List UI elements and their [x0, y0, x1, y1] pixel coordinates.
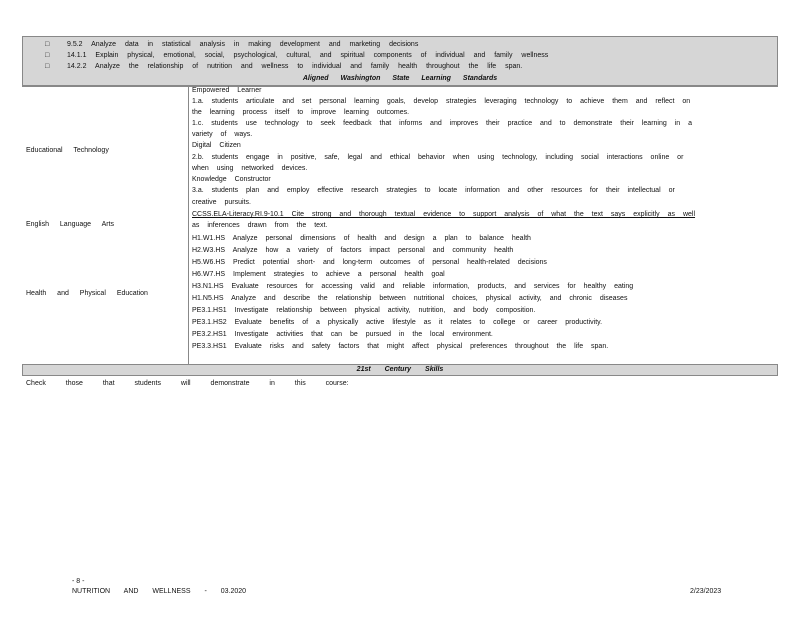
alignment-line: H6.W7.HS Implement strategies to achieve a personal health goal [192, 271, 445, 278]
alignment-line: CCSS.ELA-Literacy.RI.9-10.1 Cite strong and thorough textual evidence to support analysis of what the text says explicitly as well [192, 211, 696, 218]
alignment-line: Empowered Learner [192, 87, 262, 94]
aligned-standards-title: Aligned Washington State Learning Standards [302, 75, 498, 82]
alignment-line: PE3.1.HS2 Evaluate benefits of a physically active lifestyle as it relates to college or career productivity. [192, 319, 603, 326]
standards-section [22, 36, 778, 86]
alignment-line: PE3.1.HS1 Investigate relationship between physical activity, nutrition, and body composition. [192, 307, 536, 314]
alignment-line: H5.W6.HS Predict potential short- and long-term outcomes of personal health-related decisions [192, 259, 547, 266]
alignment-line: as inferences drawn from the text. [192, 222, 328, 229]
alignment-line: 2.b. students engage in positive, safe, legal and ethical behavior when using technology, including social interactions online or [192, 154, 684, 161]
alignment-line: creative pursuits. [192, 199, 251, 206]
alignment-line: H3.N1.HS Evaluate resources for accessing valid and reliable information, products, and services for healthy eating [192, 283, 634, 290]
alignment-line: H2.W3.HS Analyze how a variety of factors impact personal and community health [192, 247, 514, 254]
alignment-line: 1.c. students use technology to seek feedback that informs and improves their practice and to demonstrate their learning in a [192, 120, 692, 127]
alignment-line: 3.a. students plan and employ effective research strategies to locate information and other resources for their intellectual or [192, 187, 675, 194]
alignment-line: the learning process itself to improve learning outcomes. [192, 109, 410, 116]
alignment-line: when using networked devices. [192, 165, 308, 172]
skills-header: 21st Century Skills [22, 364, 778, 376]
footer-course: NUTRITION AND WELLNESS - 03.2020 [72, 588, 247, 595]
alignment-line: 1.a. students articulate and set personal learning goals, develop strategies leveraging technology to achieve them and reflect on [192, 98, 691, 105]
checkbox-icon[interactable]: □ [45, 52, 50, 59]
subject-health-pe: Health and Physical Education [26, 290, 148, 297]
standard-text: 14.2.2 Analyze the relationship of nutrition and wellness to individual and family health throughout the life span. [67, 63, 523, 70]
alignment-line: H1.N5.HS Analyze and describe the relationship between nutritional choices, physical activity, and chronic diseases [192, 295, 628, 302]
page-number: - 8 - [72, 578, 85, 585]
alignment-line: variety of ways. [192, 131, 253, 138]
alignment-line: PE3.2.HS1 Investigate activities that can be pursued in the local environment. [192, 331, 493, 338]
alignment-line: Digital Citizen [192, 142, 241, 149]
alignment-line: PE3.3.HS1 Evaluate risks and safety factors that might affect physical preferences throughout the life span. [192, 343, 609, 350]
alignment-table [22, 86, 778, 365]
alignment-line: H1.W1.HS Analyze personal dimensions of health and design a plan to balance health [192, 235, 531, 242]
standard-text: 9.5.2 Analyze data in statistical analysis in making development and marketing decisions [67, 41, 419, 48]
subject-english-language-arts: English Language Arts [26, 221, 115, 228]
alignment-line: Knowledge Constructor [192, 176, 271, 183]
checkbox-icon[interactable]: □ [45, 63, 50, 70]
standard-text: 14.1.1 Explain physical, emotional, social, psychological, cultural, and spiritual components of individual and family wellness [67, 52, 549, 59]
footer-date: 2/23/2023 [690, 588, 722, 595]
check-instructions: Check those that students will demonstrate in this course: [26, 380, 349, 387]
column-divider [188, 87, 189, 365]
subject-educational-technology: Educational Technology [26, 147, 109, 154]
checkbox-icon[interactable]: □ [45, 41, 50, 48]
